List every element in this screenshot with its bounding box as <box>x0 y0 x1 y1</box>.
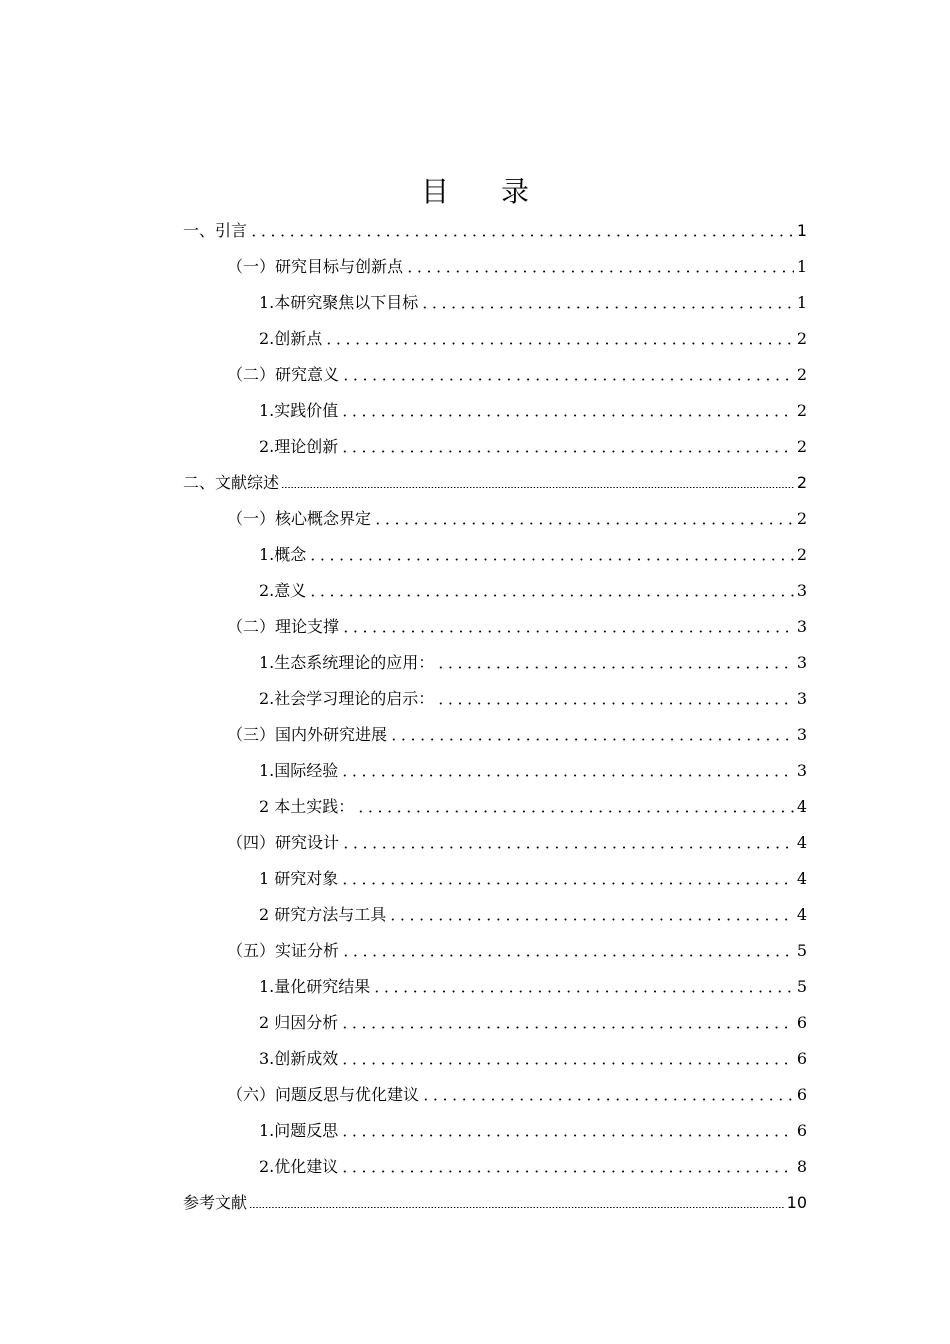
toc-entry-concept[interactable] <box>183 535 807 571</box>
toc-entry-label: （二）研究意义 <box>227 365 340 384</box>
toc-entry-label: 1.国际经验 <box>259 761 339 780</box>
toc-entry-problem-reflection[interactable] <box>183 1111 807 1147</box>
toc-list <box>183 211 807 1219</box>
toc-page-number: 3 <box>796 581 807 600</box>
toc-dot-leader <box>340 882 794 885</box>
toc-page-number: 2 <box>796 473 807 492</box>
toc-entry-innovation-results[interactable] <box>183 1039 807 1075</box>
toc-entry-label: 2.创新点 <box>259 329 323 348</box>
toc-entry-label: 1 研究对象 <box>259 869 339 888</box>
toc-dot-leader <box>340 1026 794 1029</box>
toc-page-number: 2 <box>796 401 807 420</box>
toc-entry-introduction[interactable] <box>183 211 807 247</box>
toc-entry-social-learning-theory[interactable] <box>183 679 807 715</box>
toc-page-number: 6 <box>796 1013 807 1032</box>
toc-entry-attribution-analysis[interactable] <box>183 1003 807 1039</box>
toc-entry-label: 1.实践价值 <box>259 401 339 420</box>
toc-dot-leader <box>341 630 794 633</box>
toc-entry-label: （三）国内外研究进展 <box>227 725 388 744</box>
toc-page-number: 6 <box>796 1085 807 1104</box>
toc-entry-label: 2 归因分析 <box>259 1013 339 1032</box>
toc-entry-label: 1.本研究聚焦以下目标 <box>259 293 419 312</box>
toc-entry-research-design[interactable] <box>183 823 807 859</box>
toc-page-number: 6 <box>796 1049 807 1068</box>
toc-entry-label: 2.社会学习理论的启示： <box>259 689 435 708</box>
toc-entry-literature-review[interactable] <box>183 463 807 499</box>
toc-dot-leader <box>340 774 794 777</box>
toc-entry-label: （五）实证分析 <box>227 941 340 960</box>
toc-entry-research-subjects[interactable] <box>183 859 807 895</box>
toc-dot-leader <box>324 342 794 345</box>
toc-dot-leader <box>421 1098 794 1101</box>
toc-page-number: 2 <box>796 509 807 528</box>
toc-entry-label: 3.创新成效 <box>259 1049 339 1068</box>
toc-page-number: 5 <box>796 977 807 996</box>
toc-dot-leader <box>405 270 794 273</box>
toc-entry-meaning[interactable] <box>183 571 807 607</box>
toc-dot-leader <box>249 234 794 237</box>
toc-entry-label: （一）研究目标与创新点 <box>227 257 404 276</box>
toc-page-number: 1 <box>796 257 807 276</box>
toc-entry-empirical-analysis[interactable] <box>183 931 807 967</box>
toc-entry-label: （一）核心概念界定 <box>227 509 372 528</box>
toc-page-number: 2 <box>796 365 807 384</box>
toc-page-number: 4 <box>796 905 807 924</box>
toc-page-number: 3 <box>796 725 807 744</box>
toc-dot-leader <box>340 414 794 417</box>
toc-title-char-2: 录 <box>501 175 530 208</box>
toc-page-number: 5 <box>796 941 807 960</box>
toc-dot-leader <box>340 1170 794 1173</box>
toc-page-number: 3 <box>796 761 807 780</box>
toc-entry-reflection-suggestions[interactable] <box>183 1075 807 1111</box>
toc-entry-international-experience[interactable] <box>183 751 807 787</box>
toc-page-number: 2 <box>796 545 807 564</box>
toc-page-number: 2 <box>796 437 807 456</box>
toc-entry-label: 1.生态系统理论的应用： <box>259 653 435 672</box>
toc-dot-leader <box>373 522 794 525</box>
toc-entry-label: 二、文献综述 <box>183 473 280 492</box>
toc-dot-leader <box>341 954 794 957</box>
toc-entry-optimization-suggestions[interactable] <box>183 1147 807 1183</box>
toc-entry-label: （四）研究设计 <box>227 833 340 852</box>
toc-dot-leader <box>340 1134 794 1137</box>
toc-entry-innovation-points[interactable] <box>183 319 807 355</box>
toc-page-number: 10 <box>786 1193 807 1212</box>
toc-entry-label: 1.问题反思 <box>259 1121 339 1140</box>
toc-entry-quantitative-results[interactable] <box>183 967 807 1003</box>
toc-dot-leader <box>356 810 794 813</box>
toc-entry-theoretical-innovation[interactable] <box>183 427 807 463</box>
toc-page-number: 1 <box>796 221 807 240</box>
toc-dot-leader <box>436 666 794 669</box>
toc-entry-label: 2.意义 <box>259 581 307 600</box>
toc-page-number: 4 <box>796 869 807 888</box>
toc-dot-leader <box>340 1062 794 1065</box>
toc-page-number: 3 <box>796 689 807 708</box>
toc-entry-core-concepts[interactable] <box>183 499 807 535</box>
toc-page-number: 3 <box>796 653 807 672</box>
toc-dot-leader <box>372 990 794 993</box>
toc-entry-research-goals[interactable] <box>183 283 807 319</box>
toc-entry-goals-innovation[interactable] <box>183 247 807 283</box>
toc-dot-leader <box>389 738 794 741</box>
toc-dot-leader <box>281 486 794 489</box>
toc-entry-theoretical-support[interactable] <box>183 607 807 643</box>
toc-entry-label: 1.概念 <box>259 545 307 564</box>
toc-entry-references[interactable] <box>183 1183 807 1219</box>
toc-dot-leader <box>249 1206 784 1209</box>
toc-dot-leader <box>341 846 794 849</box>
toc-entry-local-practice[interactable] <box>183 787 807 823</box>
toc-entry-research-progress[interactable] <box>183 715 807 751</box>
toc-entry-label: 2.优化建议 <box>259 1157 339 1176</box>
toc-entry-practical-value[interactable] <box>183 391 807 427</box>
toc-dot-leader <box>436 702 794 705</box>
toc-page-number: 4 <box>796 797 807 816</box>
toc-page-number: 1 <box>796 293 807 312</box>
toc-entry-label: （六）问题反思与优化建议 <box>227 1085 420 1104</box>
toc-entry-label: 1.量化研究结果 <box>259 977 371 996</box>
toc-entry-methods-tools[interactable] <box>183 895 807 931</box>
toc-dot-leader <box>308 594 794 597</box>
toc-page-number: 4 <box>796 833 807 852</box>
toc-dot-leader <box>340 450 794 453</box>
toc-title <box>0 170 950 214</box>
toc-entry-label: 2.理论创新 <box>259 437 339 456</box>
toc-entry-label: 参考文献 <box>183 1193 248 1212</box>
toc-entry-label: 2 研究方法与工具 <box>259 905 387 924</box>
toc-dot-leader <box>388 918 794 921</box>
toc-entry-label: 2 本土实践： <box>259 797 355 816</box>
toc-dot-leader <box>308 558 794 561</box>
toc-page-number: 3 <box>796 617 807 636</box>
toc-page-number: 2 <box>796 329 807 348</box>
toc-dot-leader <box>341 378 794 381</box>
toc-page-number: 8 <box>796 1157 807 1176</box>
toc-entry-ecosystem-theory[interactable] <box>183 643 807 679</box>
toc-entry-significance[interactable] <box>183 355 807 391</box>
toc-page-number: 6 <box>796 1121 807 1140</box>
toc-entry-label: 一、引言 <box>183 221 248 240</box>
toc-entry-label: （二）理论支撑 <box>227 617 340 636</box>
toc-title-char-1: 目 <box>420 175 449 208</box>
toc-dot-leader <box>420 306 794 309</box>
